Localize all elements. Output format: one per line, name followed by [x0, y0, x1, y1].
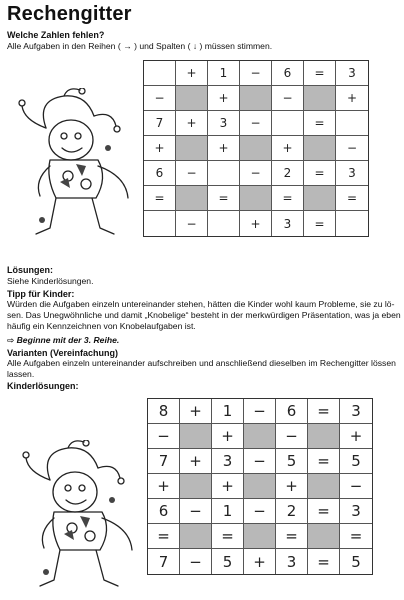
- solution-cell: −: [244, 499, 276, 524]
- solution-cell: +: [180, 399, 212, 424]
- solution-cell: 5: [351, 552, 361, 571]
- puzzle-cell: 3: [336, 161, 368, 186]
- puzzle-cell: [144, 61, 176, 86]
- jester-illustration-2: [20, 440, 150, 600]
- puzzle-grid: [143, 60, 369, 237]
- solution-cell: +: [276, 474, 308, 499]
- variants-line-1: Alle Aufgaben einzeln untereinander aufschreiben und anschließend dieselben im Rechengitter lössen: [7, 358, 396, 368]
- puzzle-cell: 2: [272, 161, 304, 186]
- puzzle-cell: +: [208, 136, 240, 161]
- solution-cell: −: [340, 474, 372, 499]
- puzzle-cell: +: [208, 86, 240, 111]
- puzzle-cell: [272, 111, 304, 136]
- solution-cell: =: [212, 524, 244, 549]
- variants-heading: Varianten (Vereinfachung): [7, 348, 119, 358]
- kids-solutions-heading: Kinderlösungen:: [7, 381, 79, 391]
- solution-cell: =: [148, 524, 180, 549]
- solution-shaded-cell: [180, 424, 212, 449]
- puzzle-shaded-cell: [176, 186, 208, 211]
- puzzle-cell: 1: [208, 61, 240, 86]
- puzzle-cell: −: [176, 211, 208, 236]
- puzzle-cell: 6: [144, 161, 176, 186]
- puzzle-shaded-cell: [240, 86, 272, 111]
- puzzle-shaded-cell: [176, 86, 208, 111]
- solution-shaded-cell: [308, 524, 340, 549]
- solution-cell: 2: [276, 499, 308, 524]
- tip-hint: ⇨ Beginne mit der 3. Reihe.: [7, 335, 120, 345]
- puzzle-shaded-cell: [304, 186, 336, 211]
- tip-heading: Tipp für Kinder:: [7, 289, 75, 299]
- solution-cell: =: [308, 399, 340, 424]
- puzzle-cell: =: [208, 186, 240, 211]
- solution-cell: −: [180, 549, 212, 574]
- solution-cell: 5: [212, 549, 244, 574]
- solution-shaded-cell: [244, 524, 276, 549]
- puzzle-cell: 7: [144, 111, 176, 136]
- puzzle-cell: [144, 211, 176, 236]
- solution-cell: =: [340, 524, 372, 549]
- puzzle-cell: =: [304, 111, 336, 136]
- puzzle-shaded-cell: [176, 136, 208, 161]
- puzzle-cell: =: [304, 211, 336, 236]
- puzzle-cell: [208, 161, 240, 186]
- solution-cell: 6: [276, 399, 308, 424]
- solution-cell: 7: [148, 549, 180, 574]
- puzzle-cell: =: [144, 186, 176, 211]
- solution-shaded-cell: [308, 474, 340, 499]
- tip-line-3: häufig ein Kennzeichnen von Knobelaufgaben ist.: [7, 321, 196, 331]
- puzzle-cell: [336, 211, 368, 236]
- solution-cell: =: [308, 499, 340, 524]
- puzzle-cell: 3: [272, 211, 304, 236]
- puzzle-cell: [208, 211, 240, 236]
- solution-grid: [147, 398, 373, 575]
- solution-cell: −: [148, 424, 180, 449]
- solutions-heading: Lösungen:: [7, 265, 53, 275]
- solution-cell: −: [244, 399, 276, 424]
- puzzle-cell: +: [272, 136, 304, 161]
- solution-cell: +: [148, 474, 180, 499]
- solution-cell: 5: [340, 449, 372, 474]
- solution-cell: 7: [148, 449, 180, 474]
- puzzle-cell: =: [304, 61, 336, 86]
- puzzle-cell: +: [144, 136, 176, 161]
- jester-illustration: [16, 88, 146, 248]
- solution-shaded-cell: [244, 424, 276, 449]
- puzzle-cell: −: [240, 61, 272, 86]
- solutions-text: Siehe Kinderlösungen.: [7, 276, 94, 286]
- puzzle-cell: −: [240, 111, 272, 136]
- solution-cell: 3: [276, 549, 308, 574]
- puzzle-cell: −: [176, 161, 208, 186]
- puzzle-cell: +: [176, 61, 208, 86]
- solution-cell: +: [212, 424, 244, 449]
- puzzle-cell: 3: [336, 61, 368, 86]
- solution-shaded-cell: [180, 524, 212, 549]
- solution-cell: +: [340, 424, 372, 449]
- puzzle-cell: +: [336, 86, 368, 111]
- solution-shaded-cell: [244, 474, 276, 499]
- puzzle-cell: +: [240, 211, 272, 236]
- puzzle-cell: −: [240, 161, 272, 186]
- puzzle-cell: 3: [208, 111, 240, 136]
- solution-cell: =: [276, 524, 308, 549]
- solution-cell: +: [212, 474, 244, 499]
- puzzle-cell: =: [336, 186, 368, 211]
- puzzle-shaded-cell: [240, 136, 272, 161]
- solution-cell: 5: [276, 449, 308, 474]
- page-title: Rechengitter: [7, 3, 132, 25]
- puzzle-cell: =: [272, 186, 304, 211]
- puzzle-cell: =: [304, 161, 336, 186]
- question-text: Alle Aufgaben in den Reihen ( → ) und Spalten ( ↓ ) müssen stimmen.: [7, 41, 273, 51]
- solution-cell: −: [180, 499, 212, 524]
- solution-cell: +: [244, 549, 276, 574]
- puzzle-shaded-cell: [240, 186, 272, 211]
- solution-cell: −: [244, 449, 276, 474]
- solution-cell: 1: [212, 499, 244, 524]
- puzzle-cell: +: [176, 111, 208, 136]
- solution-cell: 1: [212, 399, 244, 424]
- question-heading: Welche Zahlen fehlen?: [7, 30, 105, 40]
- solution-cell: 3: [212, 449, 244, 474]
- tip-line-2: sen. Das Unegwöhnliche und damit „Knobelige“ besteht in der merkwürdigen Präsentation, was ja eben: [7, 310, 401, 320]
- solution-cell: =: [308, 549, 340, 574]
- solution-cell: =: [308, 449, 340, 474]
- tip-line-1: Würden die Aufgaben einzeln untereinander stehen, hätten die Kinder wohl kaum Probleme, sie zu lö-: [7, 299, 395, 309]
- solution-cell: −: [276, 424, 308, 449]
- puzzle-cell: [336, 111, 368, 136]
- solution-shaded-cell: [308, 424, 340, 449]
- puzzle-shaded-cell: [304, 86, 336, 111]
- solution-cell: +: [180, 449, 212, 474]
- solution-cell: 3: [340, 499, 372, 524]
- variants-line-2: lassen.: [7, 369, 35, 379]
- solution-shaded-cell: [180, 474, 212, 499]
- puzzle-cell: −: [336, 136, 368, 161]
- solution-cell: 6: [148, 499, 180, 524]
- puzzle-cell: 6: [272, 61, 304, 86]
- solution-cell: 8: [148, 399, 180, 424]
- puzzle-cell: −: [144, 86, 176, 111]
- puzzle-shaded-cell: [304, 136, 336, 161]
- solution-cell: 3: [340, 399, 372, 424]
- puzzle-cell: −: [272, 86, 304, 111]
